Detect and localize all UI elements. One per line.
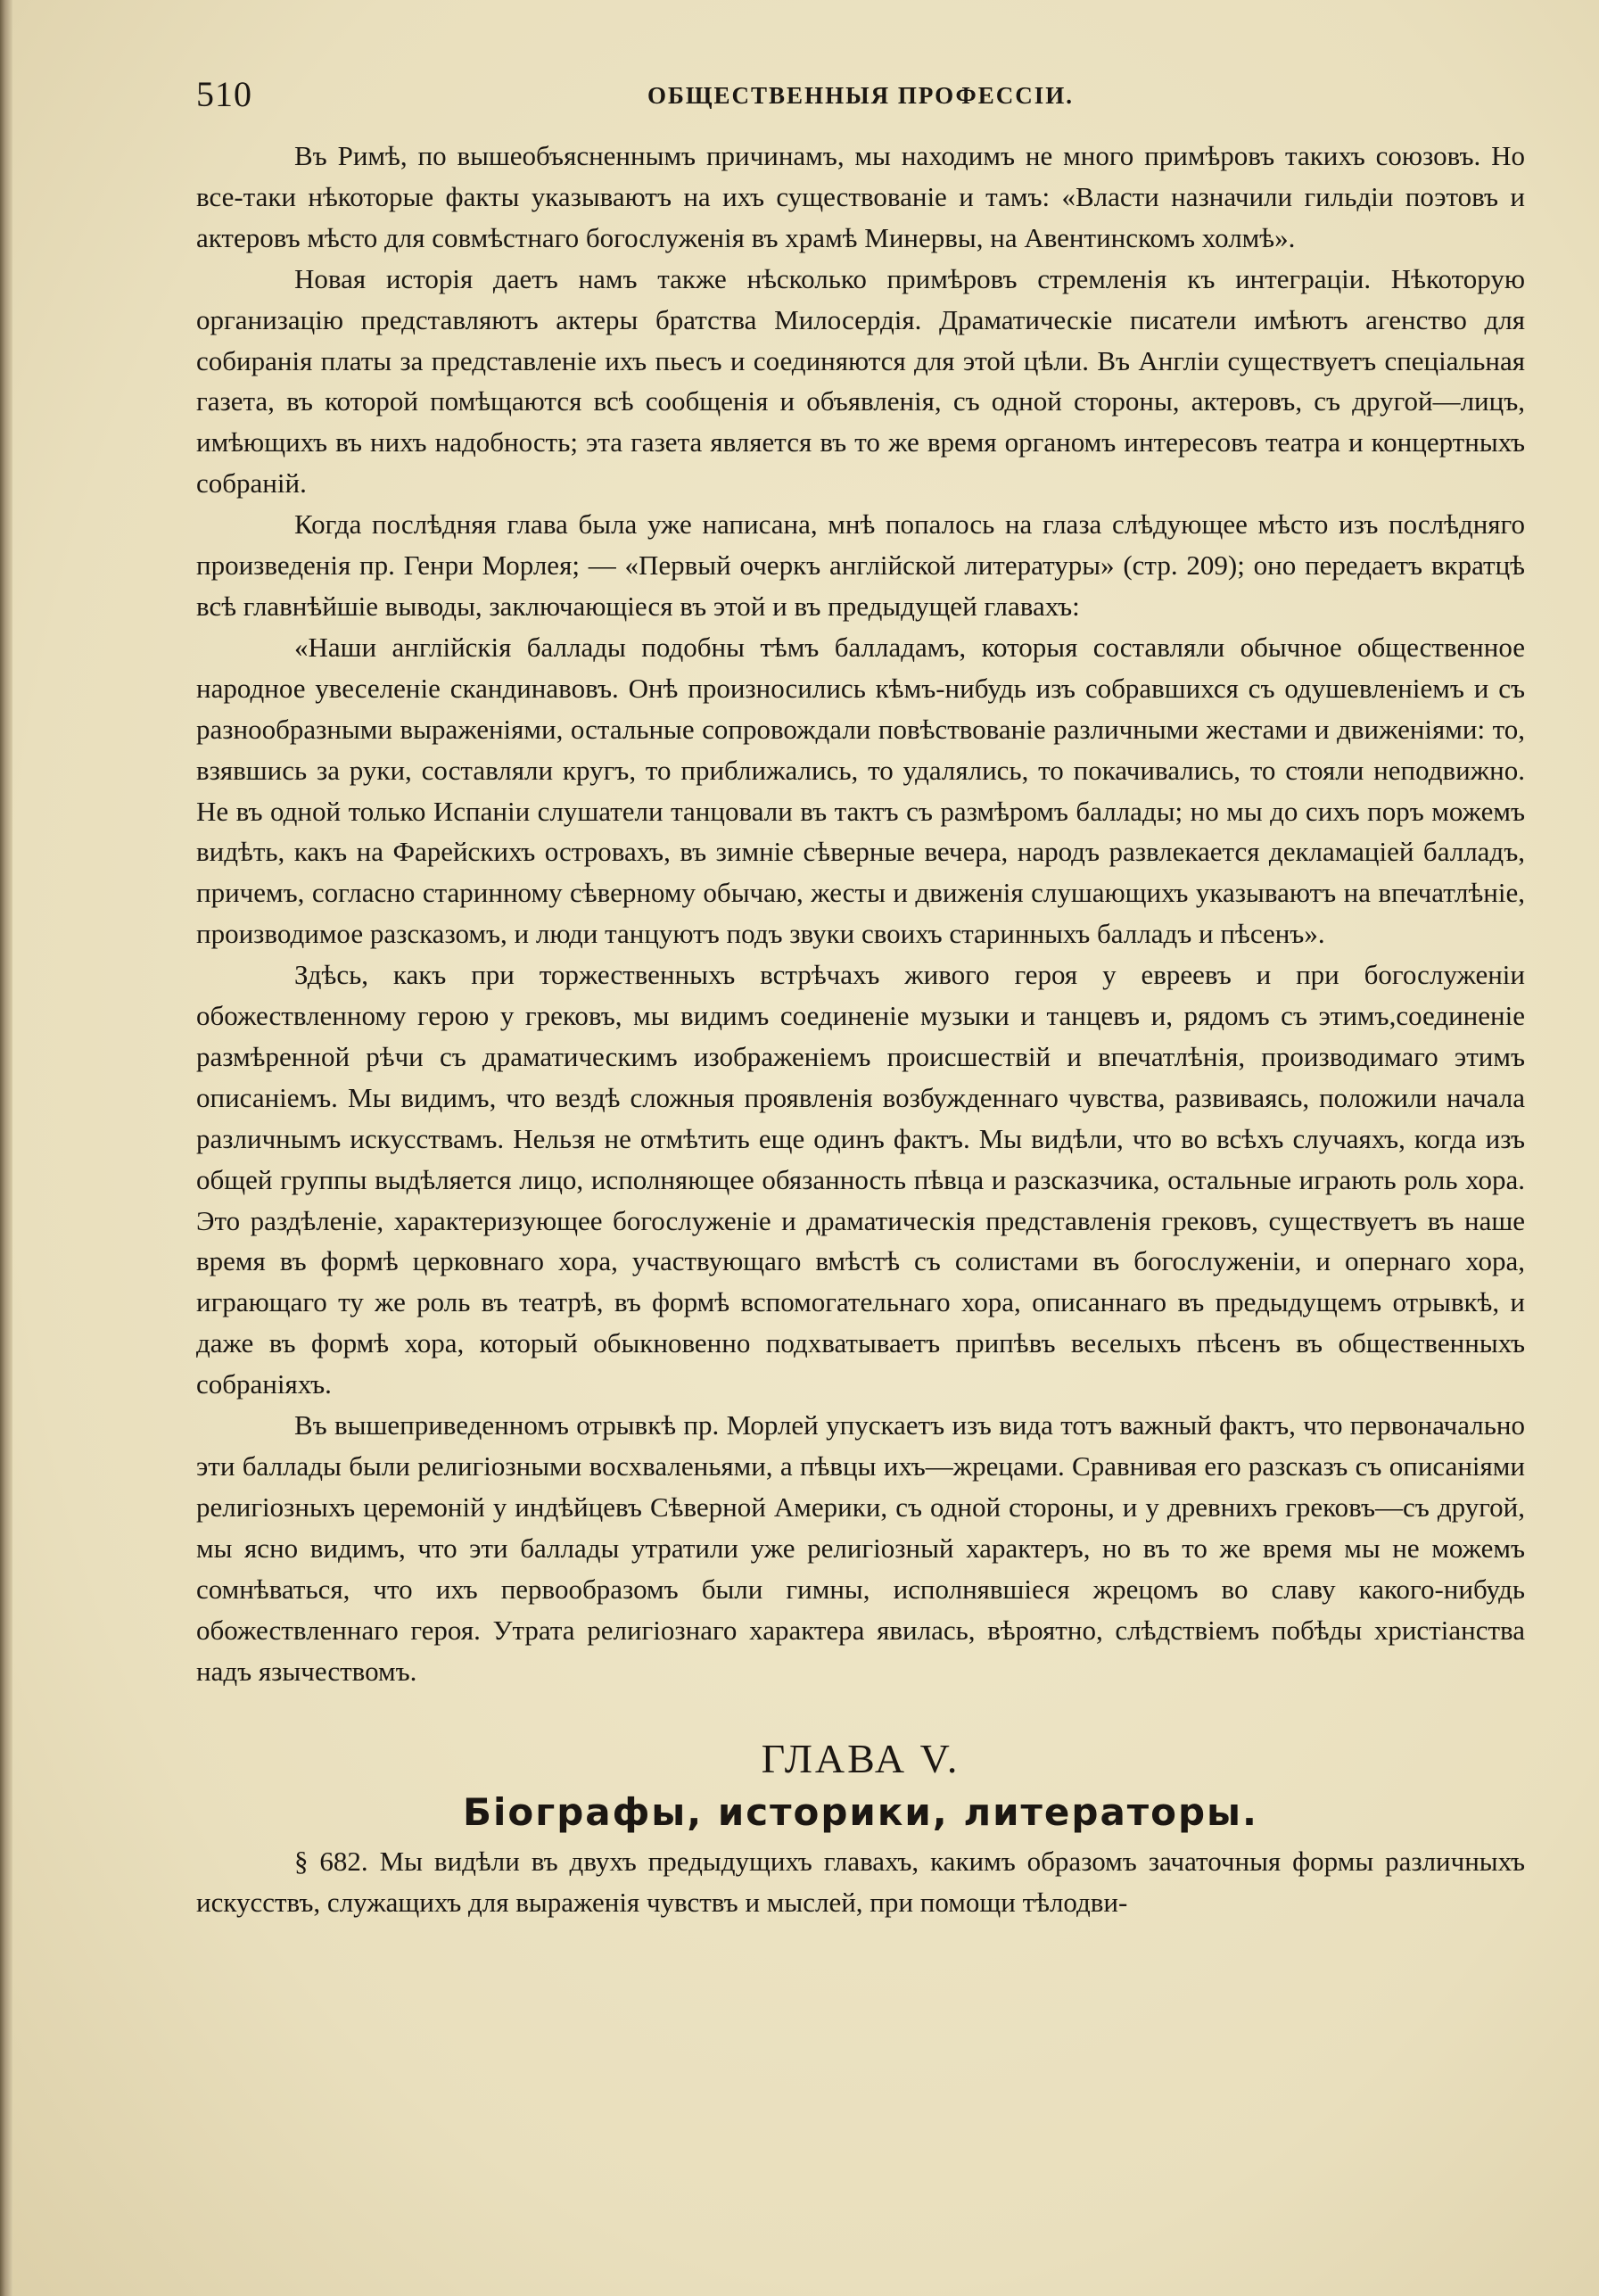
- paragraph-ballads-quote: «Наши англійскія баллады подобны тѣмъ балладамъ, которыя составляли обычное общественное народное увеселеніе скандинавовъ. Онѣ произносились кѣмъ-нибудь изъ собравшихся съ одушевленіемъ и съ разнообразными выраженіями, остальные сопровождали повѣствованіе различными жестами и движеніями: то, взявшись за руки, составляли кругъ, то приближались, то удалялись, то покачивались, то стояли неподвижно. Не въ одной только Испаніи слушатели танцовали въ тактъ съ размѣромъ баллады; но мы до сихъ поръ можемъ видѣть, какъ на Фарейскихъ островахъ, въ зимніе сѣверные вечера, народъ развлекается декламаціей балладъ, причемъ, согласно старинному сѣверному обычаю, жесты и движенія слушающихъ указываютъ на впечатлѣніе, производимое разсказомъ, и люди танцуютъ подъ звуки своихъ старинныхъ балладъ и пѣсенъ».: [196, 631, 1525, 950]
- paragraph-section-682: § 682. Мы видѣли въ двухъ предыдущихъ главахъ, какимъ образомъ зачаточныя формы различныхъ искусствъ, служащихъ для выраженія чувствъ и мыслей, при помощи тѣлодви-: [196, 1846, 1525, 1919]
- page-binding-edge: [0, 0, 12, 2296]
- paragraph-religious-origin: Въ вышеприведенномъ отрывкѣ пр. Морлей упускаетъ изъ вида тотъ важный фактъ, что первоначально эти баллады были религіозными восхваленьями, а пѣвцы ихъ—жрецами. Сравнивая его разсказъ съ описаніями религіозныхъ церемоній у индѣйцевъ Сѣверной Америки, съ одной стороны, и у древнихъ грековъ—съ другой, мы ясно видимъ, что эти баллады утратили уже религіозный характеръ, но въ то же время мы не можемъ сомнѣваться, что ихъ первообразомъ были гимны, исполнявшіеся жрецомъ во славу какого-нибудь обожествленнаго героя. Утрата религіознаго характера явилась, вѣроятно, слѣдствіемъ побѣды христіанства надъ язычествомъ.: [196, 1409, 1525, 1687]
- paragraph-chorus-analysis: Здѣсь, какъ при торжественныхъ встрѣчахъ живого героя у евреевъ и при богослуженіи обожествленному герою у грековъ, мы видимъ соединеніе музыки и танцевъ и, рядомъ съ этимъ,соединеніе размѣренной рѣчи съ драматическимъ изображеніемъ происшествій и впечатлѣнія, производимаго этимъ описаніемъ. Мы видимъ, что вездѣ сложныя проявленія возбужденнаго чувства, развиваясь, положили начала различнымъ искусствамъ. Нельзя не отмѣтить еще одинъ фактъ. Мы видѣли, что во всѣхъ случаяхъ, когда изъ общей группы выдѣляется лицо, исполняющее обязанность пѣвца и разсказчика, остальные играють роль хора. Это раздѣленіе, характеризующее богослуженіе и драматическія представленія грековъ, существуетъ въ наше время въ формѣ церковнаго хора, участвующаго вмѣстѣ съ солистами въ богослуженіи, и опернаго хора, играющаго ту же роль въ театрѣ, въ формѣ вспомогательнаго хора, описаннаго въ предыдущемъ отрывкѣ, и даже въ формѣ хора, который обыкновенно подхватываетъ припѣвъ веселыхъ пѣсенъ въ общественныхъ собраніяхъ.: [196, 959, 1525, 1400]
- paragraph-morley-intro: Когда послѣдняя глава была уже написана, мнѣ попалось на глаза слѣдующее мѣсто изъ послѣдняго произведенія пр. Генри Морлея; — «Первый очеркъ англійской литературы» (стр. 209); оно передаетъ вкратцѣ всѣ главнѣйшіе выводы, заключающіеся въ этой и въ предыдущей главахъ:: [196, 508, 1525, 622]
- running-head: ОБЩЕСТВЕННЫЯ ПРОФЕССІИ.: [647, 82, 1074, 109]
- paragraph-modern-history: Новая исторія даетъ намъ также нѣсколько примѣровъ стремленія къ интеграціи. Нѣкоторую организацію представляютъ актеры братства Милосердія. Драматическіе писатели имѣютъ агенство для собиранія платы за представленіе ихъ пьесъ и соединяются для этой цѣли. Въ Англіи существуетъ спеціальная газета, въ которой помѣщаются всѣ сообщенія и объявленія, съ одной стороны, актеровъ, съ другой—лицъ, имѣющихъ въ нихъ надобность; эта газета является въ то же время органомъ интересовъ театра и концертныхъ собраній.: [196, 262, 1525, 500]
- chapter-title: Біографы, историки, литераторы.: [463, 1790, 1258, 1835]
- page-number: 510: [196, 74, 252, 114]
- page-header: [196, 73, 1525, 118]
- chapter-heading: ГЛАВА V.: [761, 1736, 960, 1782]
- page-body: [196, 136, 1525, 1923]
- paragraph-rome-unions: Въ Римѣ, по вышеобъясненнымъ причинамъ, мы находимъ не много примѣровъ такихъ союзовъ. Но все-таки нѣкоторые факты указываютъ на ихъ существованіе и тамъ: «Власти назначили гильдіи поэтовъ и актеровъ мѣсто для совмѣстнаго богослуженія въ храмѣ Минервы, на Авентинскомъ холмѣ».: [196, 140, 1525, 253]
